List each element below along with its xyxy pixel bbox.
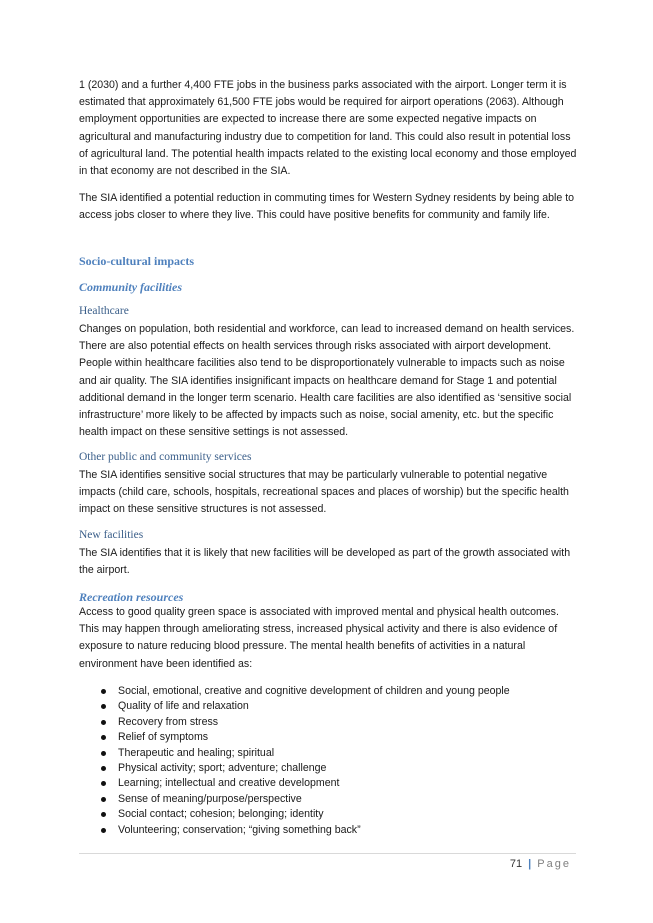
bullet-icon [101, 781, 106, 786]
bullet-icon [101, 735, 106, 740]
list-item: Volunteering; conservation; “giving something back” [79, 823, 579, 838]
healthcare-paragraph: Changes on population, both residential and workforce, can lead to increased demand on health services. There are also potential effects on health services through risks associated with airport development. People within healthcare facilities also tend to be disproportionately vulnerable to impacts such as noise and air quality. The SIA identifies insignificant impacts on healthcare demand for Stage 1 and potential additional demand in the longer term scenario. Health care facilities are also identified as ‘sensitive social infrastructure’ more likely to be affected by impacts such as noise, social amenity, etc. but the specific health impact on these sensitive settings is not assessed. [79, 323, 575, 439]
other-services-paragraph: The SIA identifies sensitive social structures that may be particularly vulnerable to potential negative impacts (child care, schools, hospitals, recreational spaces and places of worship) but the specific health impact on these sensitive structures is not assessed. [79, 469, 569, 516]
list-item: Quality of life and relaxation [79, 699, 579, 714]
heading-socio-cultural-impacts: Socio-cultural impacts [79, 254, 194, 268]
bullet-icon [101, 689, 106, 694]
page-label: Page [537, 858, 571, 870]
list-item: Learning; intellectual and creative development [79, 776, 579, 791]
list-item: Relief of symptoms [79, 730, 579, 745]
bullet-icon [101, 828, 106, 833]
mental-health-benefits-list [79, 684, 579, 838]
list-item: Therapeutic and healing; spiritual [79, 746, 579, 761]
bullet-icon [101, 720, 106, 725]
heading-healthcare: Healthcare [79, 305, 129, 317]
page-footer [510, 858, 571, 870]
bullet-icon [101, 812, 106, 817]
heading-community-facilities: Community facilities [79, 280, 183, 294]
heading-recreation-resources: Recreation resources [79, 590, 184, 604]
recreation-paragraph: Access to good quality green space is associated with improved mental and physical health outcomes. This may happen through ameliorating stress, increased physical activity and there is also evidence of exposure to nature reducing blood pressure. The mental health benefits of activities in a natural environment have been identified as: [79, 606, 559, 670]
list-item: Sense of meaning/purpose/perspective [79, 792, 579, 807]
list-item: Physical activity; sport; adventure; challenge [79, 761, 579, 776]
list-item: Social contact; cohesion; belonging; identity [79, 807, 579, 822]
list-item: Recovery from stress [79, 715, 579, 730]
list-item: Social, emotional, creative and cognitive development of children and young people [79, 684, 579, 699]
footer-separator: | [528, 858, 532, 870]
bullet-icon [101, 704, 106, 709]
page-number: 71 [509, 858, 523, 870]
bullet-icon [101, 797, 106, 802]
heading-other-public-services: Other public and community services [79, 451, 252, 463]
bullet-icon [101, 766, 106, 771]
intro-paragraph: 1 (2030) and a further 4,400 FTE jobs in the business parks associated with the airport. Longer term it is estimated that approximately 61,500 FTE jobs would be required for airport operations (2063). Although employment opportunities are expected to increase there are some expected negative impacts on agricultural and manufacturing industry due to competition for land. This could also result in potential loss of agricultural land. The potential health impacts related to the existing local economy and those employed in that economy are not described in the SIA. [79, 79, 577, 178]
heading-new-facilities: New facilities [79, 529, 144, 541]
footer-divider [79, 853, 576, 854]
bullet-icon [101, 751, 106, 756]
commuting-paragraph: The SIA identified a potential reduction in commuting times for Western Sydney residents by being able to access jobs closer to where they live. This could have positive benefits for community and family life. [79, 192, 575, 222]
new-facilities-paragraph: The SIA identifies that it is likely that new facilities will be developed as part of the growth associated with the airport. [79, 547, 571, 577]
